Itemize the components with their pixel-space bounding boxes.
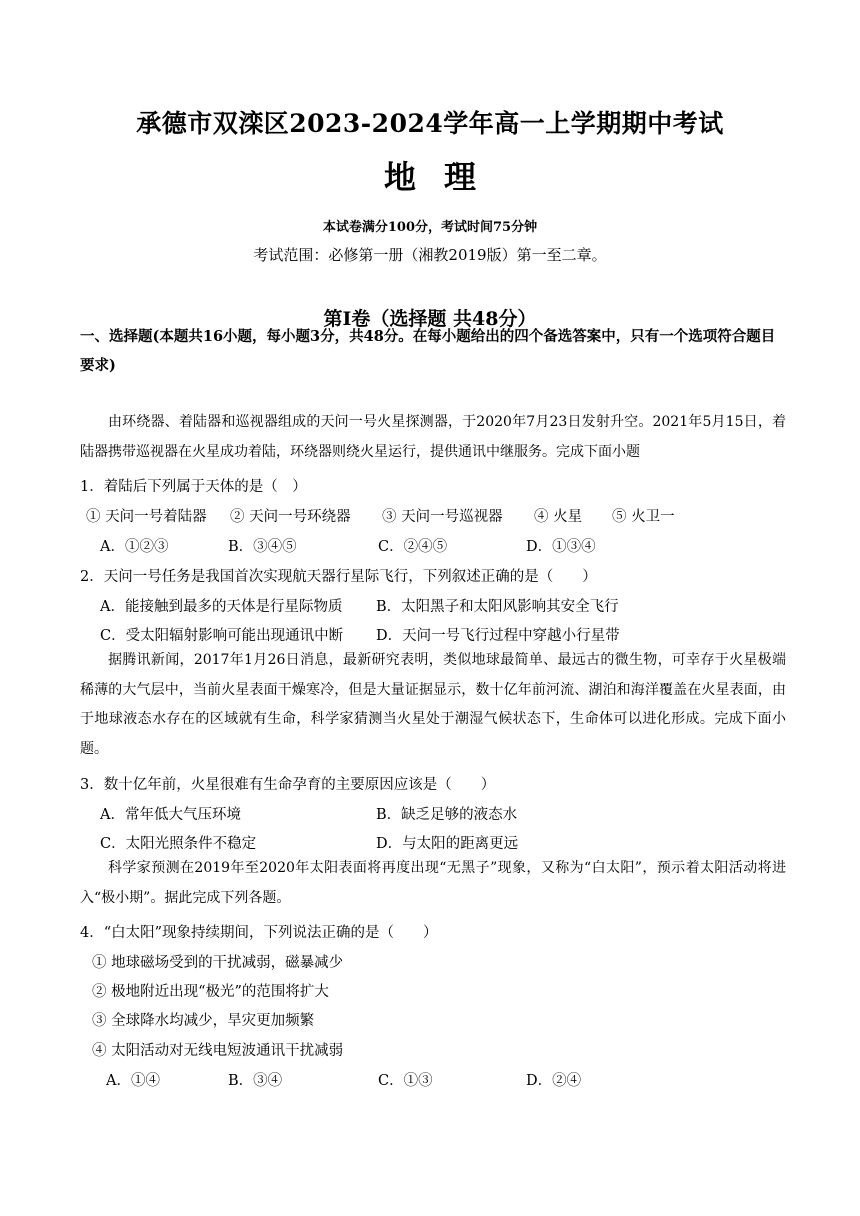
volume-title: 第Ⅰ卷（选择题 共48分） [323,308,537,330]
q1-option-b: B．③④⑤ [228,539,297,555]
q3-option-b: B．缺乏足够的液态水 [376,807,518,823]
q4-item: ① 地球磁场受到的干扰减弱，磁暴减少 [92,955,344,971]
passage-1: 由环绕器、着陆器和巡视器组成的天问一号火星探测器，于2020年7月23日发射升空。2021年5月15日，着陆器携带巡视器在火星成功着陆，环绕器则绕火星运行，提供通讯中继服务。完成下面小题 [80,414,786,460]
q3-option-c: C．太阳光照条件不稳定 [100,836,257,852]
q4-item: ③ 全球降水均减少，旱灾更加频繁 [92,1013,315,1029]
section-intro: 一、选择题(本题共16小题，每小题3分，共48分。在每小题给出的四个备选答案中，只有一个选项符合题目要求) [80,328,776,374]
q1-option-a: A．①②③ [100,539,169,555]
q4-item: ② 极地附近出现“极光”的范围将扩大 [92,984,329,1000]
exam-title: 承德市双滦区2023-2024学年高一上学期期中考试 [136,109,724,138]
question-4-stem: 4．“白太阳”现象持续期间，下列说法正确的是（ ） [80,925,438,941]
question-1-stem: 1．着陆后下列属于天体的是（ ） [80,479,307,495]
q2-option-d: D．天问一号飞行过程中穿越小行星带 [376,628,620,644]
q1-item: ⑤ 火卫一 [612,509,675,525]
exam-note: 本试卷满分100分，考试时间75分钟 [322,220,538,235]
q4-option-c: C．①③ [378,1073,433,1089]
exam-scope: 考试范围：必修第一册（湘教2019版）第一至二章。 [253,246,607,264]
q2-option-a: A．能接触到最多的天体是行星际物质 [100,599,343,615]
q2-option-c: C．受太阳辐射影响可能出现通讯中断 [100,628,344,644]
q3-option-a: A．常年低大气压环境 [100,807,241,823]
q3-option-d: D．与太阳的距离更远 [376,836,519,852]
q4-option-b: B．③④ [228,1073,283,1089]
q1-item: ① 天问一号着陆器 [86,509,207,525]
subject-title: 地理 [383,158,504,196]
q1-option-c: C．②④⑤ [378,539,448,555]
q2-option-b: B．太阳黑子和太阳风影响其安全飞行 [376,599,619,615]
q4-option-a: A．①④ [106,1073,160,1089]
q1-option-d: D．①③④ [526,539,596,555]
q1-item: ④ 火星 [534,509,583,525]
passage-2: 据腾讯新闻，2017年1月26日消息，最新研究表明，类似地球最简单、最远古的微生物，可幸存于火星极端稀薄的大气层中，当前火星表面干燥寒冷，但是大量证据显示，数十亿年前河流、湖泊和海洋覆盖在火星表面，由于地球液态水存在的区域就有生命，科学家猜测当火星处于潮湿气候状态下，生命体可以进化形成。完成下面小题。 [80,652,786,757]
q1-item: ③ 天问一号巡视器 [382,509,503,525]
passage-3: 科学家预测在2019年至2020年太阳表面将再度出现“无黑子”现象，又称为“白太阳”，预示着太阳活动将进入“极小期”。据此完成下列各题。 [80,860,786,906]
q1-item: ② 天问一号环绕器 [230,509,351,525]
q4-option-d: D．②④ [526,1073,582,1089]
question-3-stem: 3．数十亿年前，火星很难有生命孕育的主要原因应该是（ ） [80,777,496,793]
question-2-stem: 2．天问一号任务是我国首次实现航天器行星际飞行，下列叙述正确的是（ ） [80,569,597,585]
q4-item: ④ 太阳活动对无线电短波通讯干扰减弱 [92,1043,344,1059]
